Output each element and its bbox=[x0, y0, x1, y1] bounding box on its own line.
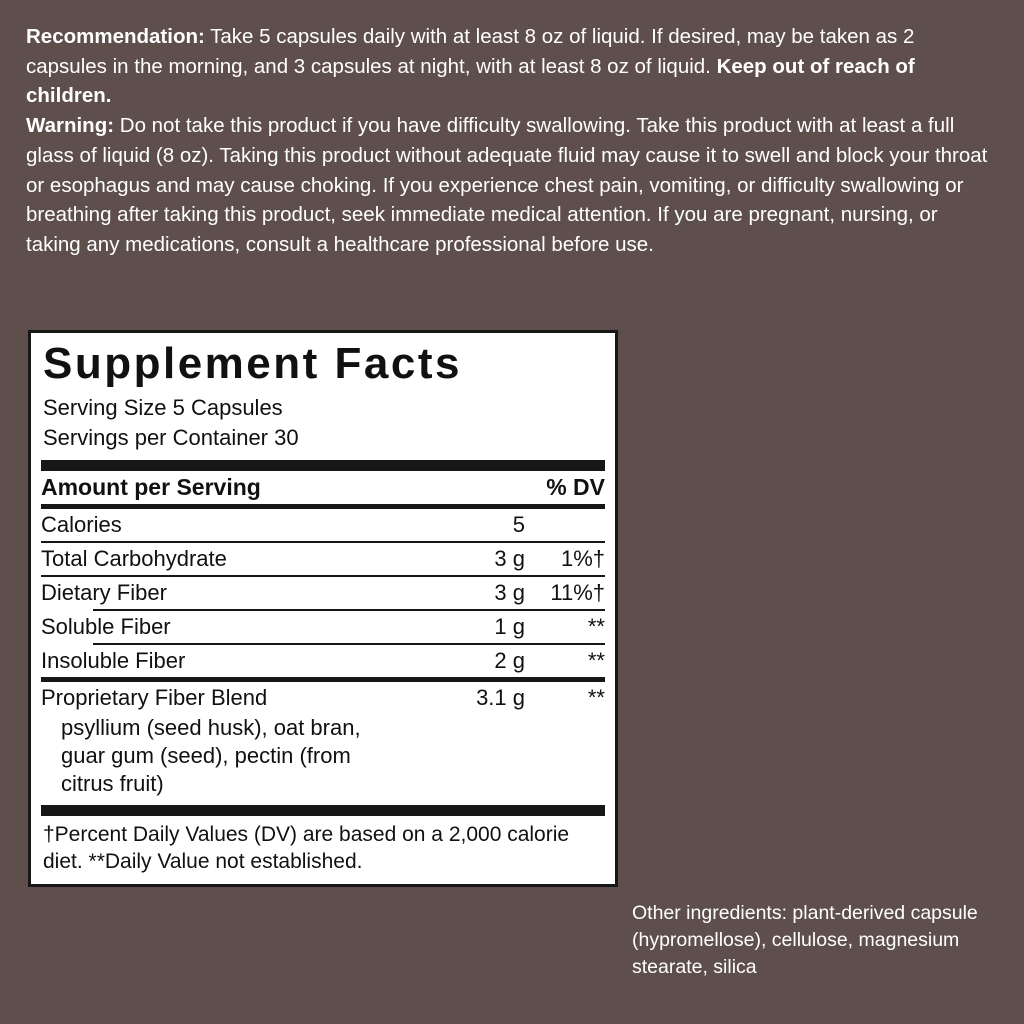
nutrition-rows-2 bbox=[41, 543, 605, 575]
table-row bbox=[41, 509, 605, 541]
warning-label: Warning: bbox=[26, 114, 115, 138]
warning-paragraph bbox=[26, 111, 994, 260]
table-row bbox=[41, 682, 605, 714]
row-name: Total Carbohydrate bbox=[41, 545, 227, 571]
keep-out-of-reach-text: Keep out of reach of children. bbox=[26, 54, 915, 108]
row-dv: ** bbox=[587, 647, 605, 673]
dv-header: % DV bbox=[546, 473, 605, 500]
amount-header-spacer bbox=[430, 471, 525, 504]
recommendation-paragraph bbox=[26, 22, 994, 111]
table-row bbox=[41, 611, 605, 643]
row-name: Soluble Fiber bbox=[41, 613, 171, 639]
amount-per-serving-header: Amount per Serving bbox=[41, 473, 261, 500]
row-dv: 1%† bbox=[560, 545, 605, 571]
divider-thick-bottom bbox=[41, 805, 605, 816]
recommendation-body: Take 5 capsules daily with at least 8 oz of liquid. If desired, may be taken as 2 capsules in the morning, and 3 capsules at night, with at least 8 oz of liquid. bbox=[26, 25, 915, 78]
supplement-facts-title: Supplement Facts bbox=[43, 339, 462, 388]
recommendation-label: Recommendation: bbox=[26, 25, 205, 48]
other-ingredients-text: Other ingredients: plant-derived capsule (hypromellose), cellulose, magnesium stearate, silica bbox=[632, 902, 978, 978]
nutrition-rows-3 bbox=[41, 577, 605, 609]
supplement-facts-panel bbox=[28, 330, 618, 887]
nutrition-rows bbox=[41, 509, 605, 541]
blend-amount: 3.1 g bbox=[476, 684, 525, 710]
blend-name: Proprietary Fiber Blend bbox=[41, 684, 268, 710]
row-amount: 1 g bbox=[494, 613, 525, 639]
row-name: Dietary Fiber bbox=[41, 579, 167, 605]
blend-ingredients-line-3: citrus fruit) bbox=[61, 770, 164, 796]
warning-body: Do not take this product if you have difficulty swallowing. Take this product with at least a full glass of liquid (8 oz). Taking this product without adequate fluid may cause it to swell and block your throat or esophagus and may cause choking. If you experience chest pain, vomiting, or difficulty swallowing or breathing after taking this product, seek immediate medical attention. If you are pregnant, nursing, or taking any medications, consult a healthcare professional before use. bbox=[26, 114, 988, 257]
blend-ingredients bbox=[41, 714, 605, 798]
nutrition-rows-4 bbox=[41, 611, 605, 643]
row-dv: 11%† bbox=[550, 579, 605, 605]
serving-size-line: Serving Size 5 Capsules bbox=[43, 395, 283, 421]
row-amount: 5 bbox=[512, 511, 525, 537]
blend-ingredients-line-1: psyllium (seed husk), oat bran, bbox=[61, 714, 361, 740]
daily-value-footnote: †Percent Daily Values (DV) are based on a 2,000 calorie diet. **Daily Value not established. bbox=[43, 823, 570, 874]
table-row bbox=[41, 543, 605, 575]
supplement-facts-panel-wrapper bbox=[28, 330, 618, 887]
row-dv bbox=[525, 509, 605, 541]
blend-dv: ** bbox=[587, 684, 605, 710]
row-dv: ** bbox=[587, 613, 605, 639]
blend-ingredients-line-2: guar gum (seed), pectin (from bbox=[61, 742, 351, 768]
nutrition-rows-5 bbox=[41, 645, 605, 677]
divider-thick-top bbox=[41, 460, 605, 471]
table-row bbox=[41, 577, 605, 609]
table-header-row bbox=[41, 471, 605, 504]
row-amount: 3 g bbox=[494, 545, 525, 571]
nutrition-table bbox=[41, 471, 605, 504]
row-name: Calories bbox=[41, 511, 122, 537]
row-name: Insoluble Fiber bbox=[41, 647, 186, 673]
table-row bbox=[41, 645, 605, 677]
row-amount: 3 g bbox=[494, 579, 525, 605]
row-amount: 2 g bbox=[494, 647, 525, 673]
servings-per-container-line: Servings per Container 30 bbox=[43, 424, 299, 450]
intro-text-block bbox=[26, 22, 994, 260]
proprietary-blend-row bbox=[41, 682, 605, 714]
